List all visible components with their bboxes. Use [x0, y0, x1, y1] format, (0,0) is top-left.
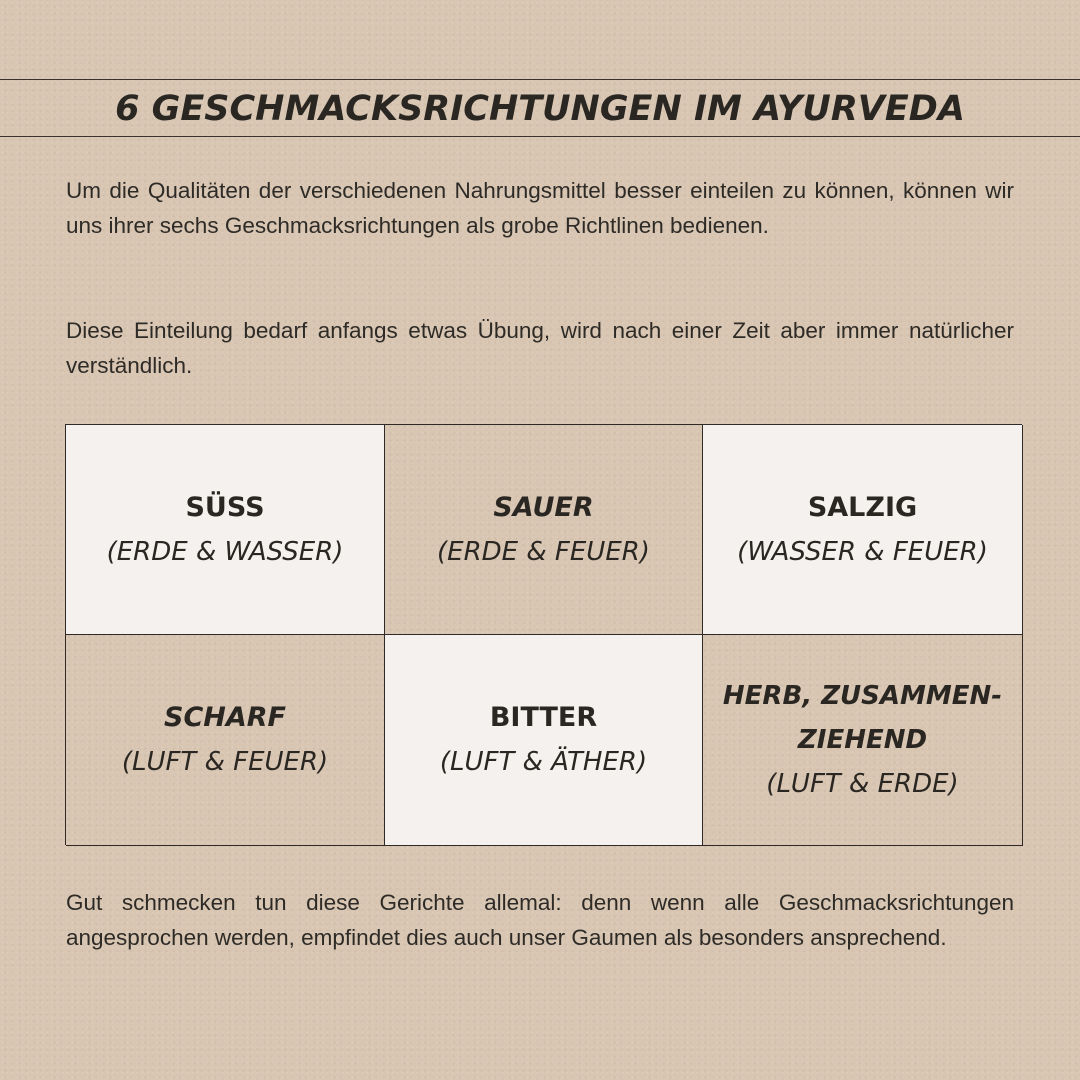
taste-elements: (WASSER & FEUER) [737, 536, 988, 567]
taste-elements: (LUFT & ERDE) [766, 769, 959, 799]
taste-cell-sauer [385, 425, 703, 635]
taste-elements: (ERDE & FEUER) [437, 536, 650, 567]
taste-cell-bitter [385, 635, 703, 846]
taste-name: SALZIG [807, 491, 918, 523]
taste-name: HERB, ZUSAMMEN-ZIEHEND [722, 681, 1003, 755]
taste-elements: (LUFT & ÄTHER) [439, 747, 648, 777]
page-title: 6 GESCHMACKSRICHTUNGEN IM AYURVEDA [115, 89, 965, 129]
taste-name: SÜSS [185, 491, 265, 523]
taste-cell-scharf [66, 635, 385, 846]
taste-cell-herb [703, 635, 1023, 846]
intro-paragraph-2: Diese Einteilung bedarf anfangs etwas Übung, wird nach einer Zeit aber immer natürlicher verständlich. [66, 318, 1014, 378]
taste-name: SAUER [493, 491, 594, 523]
taste-name: BITTER [489, 702, 598, 733]
taste-name: SCHARF [164, 702, 286, 733]
taste-cell-salzig [703, 425, 1023, 635]
taste-elements: (ERDE & WASSER) [106, 536, 344, 567]
taste-elements: (LUFT & FEUER) [121, 747, 329, 777]
outro-paragraph: Gut schmecken tun diese Gerichte allemal: denn wenn alle Geschmacksrichtungen angesprochen werden, empfindet dies auch unser Gaumen als besonders ansprechend. [66, 890, 1014, 950]
title-rule-top [0, 79, 1080, 80]
title-rule-bottom [0, 136, 1080, 137]
taste-cell-suess [66, 425, 385, 635]
taste-grid [65, 424, 1022, 845]
intro-paragraph-1: Um die Qualitäten der verschiedenen Nahrungsmittel besser einteilen zu können, können wir uns ihrer sechs Geschmacksrichtungen als grobe Richtlinen bedienen. [66, 178, 1014, 238]
